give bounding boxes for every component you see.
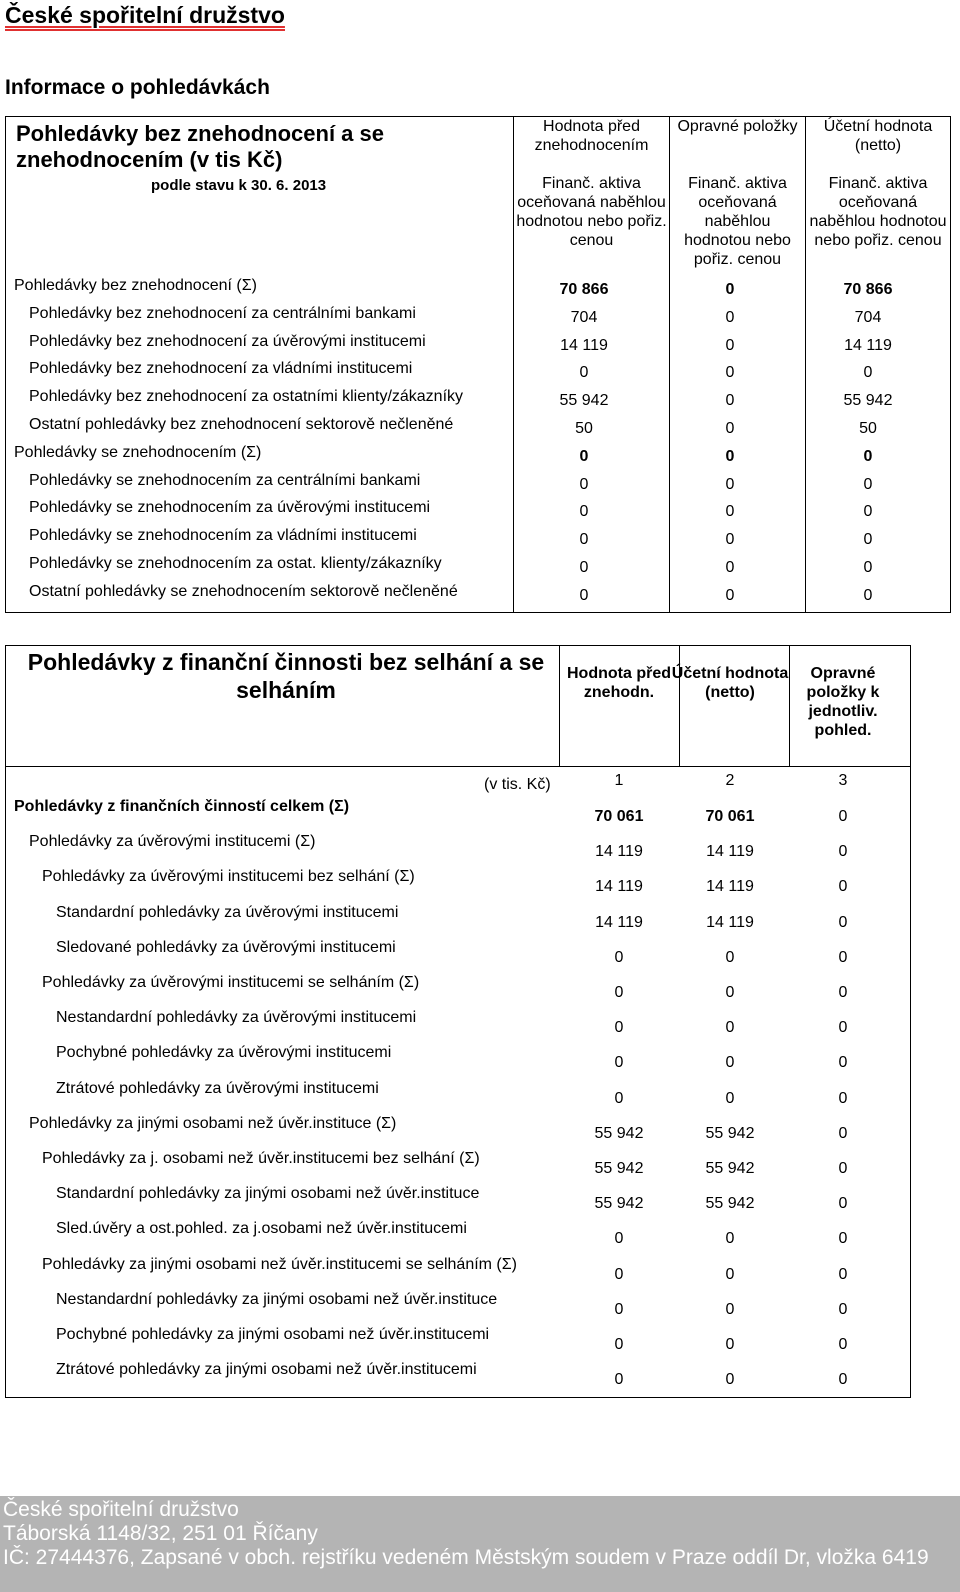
cell-value: 14 119 [595,878,643,896]
cell-value: 70 866 [843,281,893,298]
row-label: Pohledávky z finančních činností celkem (Σ) [14,798,350,815]
cell-value: 0 [725,559,735,576]
cell-value: 0 [725,984,735,1001]
column-number: 1 [614,772,624,789]
column-subheader-net: Finanč. aktiva oceňovaná naběhlou hodnotou nebo pořiz. cenou [809,175,947,249]
cell-value: 0 [614,1089,624,1107]
cell-value: 0 [614,1371,624,1389]
table-row [6,937,910,972]
cell-value: 0 [579,364,589,382]
cell-value: 0 [838,1054,848,1072]
table-row [6,384,950,412]
cell-value: 55 942 [594,1160,644,1177]
table-row [6,1078,910,1113]
column-number: 2 [725,772,735,789]
section-title: Informace o pohledávkách [5,76,270,99]
cell-value: 70 061 [705,808,755,825]
row-label: Pohledávky bez znehodnocení za ostatními klienty/zákazníky [29,388,464,406]
footer-registration: IČ: 27444376, Zapsané v obch. rejstříku vedeném Městským soudem v Praze oddíl Dr, vložka 6419 [3,1546,929,1569]
row-label: Pohledávky za úvěrovými institucemi bez selhání (Σ) [42,868,415,886]
cell-value: 0 [579,503,589,521]
cell-value: 0 [863,586,873,604]
table-row [6,1148,910,1183]
table-row [6,579,950,607]
row-label: Sledované pohledávky za úvěrovými institucemi [56,938,396,956]
row-label: Pohledávky za j. osobami než úvěr.institucemi bez selhání (Σ) [42,1150,480,1167]
table-row [6,1289,910,1324]
cell-value: 0 [579,531,589,549]
column-subheader-provisions: Finanč. aktiva oceňovaná naběhlou hodnotou nebo pořiz. cenou [684,175,791,268]
cell-value: 0 [614,1230,624,1248]
column-header-net: Účetní hodnota (netto) [671,665,789,701]
organization-name: České spořitelní družstvo [5,2,285,28]
table-row [6,972,910,1007]
cell-value: 55 942 [594,1195,644,1213]
cell-value: 0 [838,1371,848,1389]
cell-value: 70 061 [594,808,644,825]
cell-value: 55 942 [705,1160,755,1177]
row-label: Ostatní pohledávky se znehodnocením sektorově nečleněné [29,582,458,600]
row-label: Pohledávky se znehodnocením za úvěrovými institucemi [29,499,431,517]
column-number: 3 [838,772,848,789]
cell-value: 0 [725,1265,735,1283]
cell-value: 0 [863,447,873,465]
cell-value: 0 [725,1089,735,1107]
cell-value: 0 [725,281,735,298]
row-label: Sled.úvěry a ost.pohled. za j.osobami než úvěr.institucemi [56,1220,467,1238]
cell-value: 14 119 [595,843,643,861]
table-row [6,273,950,301]
cell-value: 0 [725,420,735,437]
cell-value: 14 119 [595,913,643,931]
cell-value: 0 [838,1300,848,1318]
table-row [6,1359,910,1394]
header-divider [6,766,910,767]
row-label: Ztrátové pohledávky za úvěrovými institucemi [56,1079,379,1097]
table-row [6,1007,910,1042]
cell-value: 0 [579,586,589,604]
row-label: Pohledávky bez znehodnocení za vládními institucemi [29,360,413,378]
column-header-net: Účetní hodnota (netto) [823,118,933,154]
cell-value: 0 [863,559,873,576]
column-header-gross: Hodnota před znehodnocením [534,118,649,154]
cell-value: 50 [859,420,877,437]
cell-value: 0 [838,1160,848,1177]
cell-value: 0 [725,503,735,521]
footer-org-name: České spořitelní družstvo [3,1498,239,1521]
table-row [6,468,950,496]
row-label: Pochybné pohledávky za jinými osobami než úvěr.institucemi [56,1326,490,1343]
cell-value: 14 119 [706,913,754,931]
default-table-title: Pohledávky z finanční činnosti bez selhání a se selháním [27,649,545,703]
table-row [6,1113,910,1148]
cell-value: 0 [725,948,735,966]
table-row [6,1042,910,1077]
cell-value: 50 [575,420,593,437]
cell-value: 704 [570,308,598,326]
table-row [6,831,910,866]
table-row [6,412,950,440]
cell-value: 0 [838,1265,848,1283]
cell-value: 0 [725,1230,735,1248]
cell-value: 0 [725,1019,735,1037]
impairment-table [5,116,951,613]
cell-value: 0 [838,1019,848,1037]
table-row [6,551,950,579]
cell-value: 55 942 [843,392,893,410]
table-row [6,523,950,551]
row-label: Pohledávky bez znehodnocení za centrálními bankami [29,304,416,322]
table-row [6,495,950,523]
row-label: Pohledávky za jinými osobami než úvěr.instituce (Σ) [29,1114,397,1132]
impairment-table-title: Pohledávky bez znehodnocení a se znehodnocením (v tis Kč) [16,121,384,172]
column-subheader-gross: Finanč. aktiva oceňovaná naběhlou hodnotou nebo pořiz. cenou [516,175,667,249]
cell-value: 0 [725,1054,735,1072]
cell-value: 0 [725,1336,735,1353]
default-table [5,645,911,1398]
cell-value: 0 [863,364,873,382]
table-row [6,1254,910,1289]
cell-value: 0 [614,1054,624,1072]
row-label: Pohledávky bez znehodnocení za úvěrovými institucemi [29,332,426,350]
table-row [6,1324,910,1359]
table-row [6,301,950,329]
cell-value: 0 [614,1336,624,1353]
table-row [6,1218,910,1253]
cell-value: 0 [725,308,735,326]
row-label: Pohledávky za úvěrovými institucemi se selháním (Σ) [42,974,420,991]
cell-value: 0 [838,878,848,896]
column-header-provisions: Opravné položky k jednotliv. pohled. [806,665,880,739]
cell-value: 0 [579,559,589,576]
cell-value: 0 [614,1019,624,1037]
cell-value: 55 942 [559,392,609,410]
table-row [6,902,910,937]
cell-value: 55 942 [594,1124,644,1142]
cell-value: 0 [725,392,735,410]
cell-value: 0 [863,503,873,521]
cell-value: 0 [725,1300,735,1318]
cell-value: 0 [838,1089,848,1107]
row-label: Pohledávky za jinými osobami než úvěr.institucemi se selháním (Σ) [42,1255,517,1273]
cell-value: 0 [614,984,624,1001]
cell-value: 0 [579,475,589,493]
cell-value: 0 [614,1300,624,1318]
row-label: Pohledávky bez znehodnocení (Σ) [14,277,257,294]
column-header-gross: Hodnota před znehodn. [567,665,671,701]
row-label: Pohledávky se znehodnocením za centrálními bankami [29,471,421,489]
table-row [6,796,910,831]
row-label: Pohledávky se znehodnocením za ostat. klienty/zákazníky [29,555,442,572]
row-label: Nestandardní pohledávky za úvěrovými institucemi [56,1009,417,1027]
cell-value: 0 [838,984,848,1001]
cell-value: 70 866 [559,281,609,298]
cell-value: 14 119 [706,843,754,861]
table-row [6,1183,910,1218]
footer-address: Táborská 1148/32, 251 01 Říčany [3,1522,318,1545]
row-label: Pohledávky za úvěrovými institucemi (Σ) [29,833,316,851]
unit-label: (v tis. Kč) [484,776,551,793]
cell-value: 0 [725,447,735,465]
row-label: Ostatní pohledávky bez znehodnocení sektorově nečleněné [29,416,454,433]
cell-value: 0 [838,1195,848,1213]
cell-value: 0 [863,475,873,493]
cell-value: 0 [725,475,735,493]
cell-value: 0 [725,364,735,382]
row-label: Standardní pohledávky za jinými osobami než úvěr.instituce [56,1185,480,1203]
row-label: Pohledávky se znehodnocením za vládními institucemi [29,527,417,545]
cell-value: 0 [614,1265,624,1283]
cell-value: 0 [614,948,624,966]
row-label: Standardní pohledávky za úvěrovými institucemi [56,903,399,921]
row-label: Nestandardní pohledávky za jinými osobami než úvěr.instituce [56,1290,498,1308]
column-header-provisions: Opravné položky [677,118,798,135]
cell-value: 55 942 [705,1124,755,1142]
footer [0,1496,960,1592]
cell-value: 0 [838,1124,848,1142]
cell-value: 0 [725,586,735,604]
cell-value: 0 [838,948,848,966]
cell-value: 0 [838,913,848,931]
row-label: Ztrátové pohledávky za jinými osobami než úvěr.institucemi [56,1361,477,1379]
cell-value: 55 942 [705,1195,755,1213]
table-row [6,440,950,468]
row-label: Pochybné pohledávky za úvěrovými institucemi [56,1044,392,1062]
cell-value: 0 [725,531,735,549]
cell-value: 0 [725,1371,735,1389]
cell-value: 0 [725,336,735,354]
cell-value: 0 [838,843,848,861]
cell-value: 14 119 [706,878,754,896]
impairment-table-subtitle: podle stavu k 30. 6. 2013 [151,177,327,194]
cell-value: 0 [838,1230,848,1248]
cell-value: 0 [863,531,873,549]
cell-value: 704 [854,308,882,326]
cell-value: 14 119 [560,336,608,354]
table-row [6,356,950,384]
cell-value: 0 [579,447,589,465]
table-row [6,329,950,357]
row-label: Pohledávky se znehodnocením (Σ) [14,443,262,461]
cell-value: 0 [838,1336,848,1353]
cell-value: 0 [838,808,848,825]
table-row [6,866,910,901]
cell-value: 14 119 [844,336,892,354]
